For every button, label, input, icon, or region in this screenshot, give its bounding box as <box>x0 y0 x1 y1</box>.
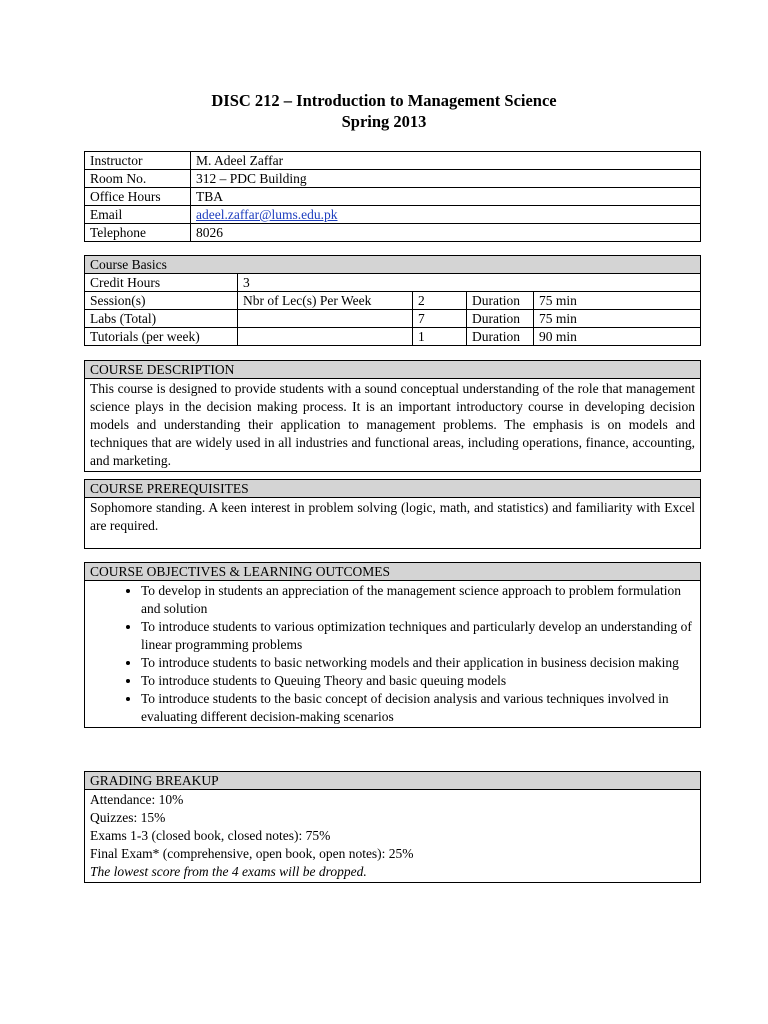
basics-sub: Nbr of Lec(s) Per Week <box>238 292 413 310</box>
list-item: • To introduce students to Queuing Theory and basic queuing models <box>141 672 695 690</box>
duration-value: 90 min <box>534 328 701 346</box>
section-header: Course Basics <box>85 256 701 274</box>
list-item: • To develop in students an appreciation of the management science approach to problem formulation and solution <box>141 582 695 618</box>
basics-row <box>85 310 701 328</box>
duration-value: 75 min <box>534 292 701 310</box>
grading-line: Exams 1-3 (closed book, closed notes): 75% <box>90 828 331 843</box>
section-header: GRADING BREAKUP <box>85 772 701 790</box>
basics-count: 2 <box>413 292 467 310</box>
info-row <box>85 188 701 206</box>
list-item: • To introduce students to the basic concept of decision analysis and various techniques involved in evaluating different decision-making scenarios <box>141 690 695 726</box>
grading-line: Attendance: 10% <box>90 792 184 807</box>
document-title <box>0 90 768 132</box>
info-value: M. Adeel Zaffar <box>191 152 701 170</box>
basics-label: Labs (Total) <box>85 310 238 328</box>
duration-label: Duration <box>467 328 534 346</box>
info-label: Room No. <box>85 170 191 188</box>
basics-label: Session(s) <box>85 292 238 310</box>
info-label: Instructor <box>85 152 191 170</box>
basics-count: 7 <box>413 310 467 328</box>
credit-row <box>85 274 701 292</box>
basics-row <box>85 328 701 346</box>
info-value: TBA <box>191 188 701 206</box>
duration-value: 75 min <box>534 310 701 328</box>
duration-label: Duration <box>467 310 534 328</box>
list-item: • To introduce students to various optimization techniques and particularly develop an understanding of linear programming problems <box>141 618 695 654</box>
info-value: 312 – PDC Building <box>191 170 701 188</box>
info-row <box>85 170 701 188</box>
objectives-list <box>90 582 695 726</box>
course-objectives-table <box>84 562 701 728</box>
basics-label: Credit Hours <box>85 274 238 292</box>
info-row <box>85 152 701 170</box>
course-prerequisites-table <box>84 479 701 549</box>
info-label: Telephone <box>85 224 191 242</box>
email-link[interactable]: adeel.zaffar@lums.edu.pk <box>196 207 338 222</box>
description-text: This course is designed to provide students with a sound conceptual understanding of the role that management science plays in the decision making process. It is an important introductory course in developing decision models and understanding their application to management problems. The emphasis is on models and techniques that are widely used in all industries and functional areas, including operations, finance, accounting, and marketing. <box>85 379 701 472</box>
duration-label: Duration <box>467 292 534 310</box>
info-label: Office Hours <box>85 188 191 206</box>
grading-line: Quizzes: 15% <box>90 810 166 825</box>
course-title: DISC 212 – Introduction to Management Science <box>211 91 557 110</box>
prerequisites-text: Sophomore standing. A keen interest in problem solving (logic, math, and statistics) and familiarity with Excel are required. <box>85 498 701 549</box>
grading-line: Final Exam* (comprehensive, open book, open notes): 25% <box>90 846 414 861</box>
info-value <box>191 206 701 224</box>
section-header: COURSE OBJECTIVES & LEARNING OUTCOMES <box>85 563 701 581</box>
course-description-table <box>84 360 701 472</box>
info-value: 8026 <box>191 224 701 242</box>
info-row <box>85 206 701 224</box>
term-title: Spring 2013 <box>341 112 427 131</box>
grading-note: The lowest score from the 4 exams will be dropped. <box>90 864 367 879</box>
grading-breakup-table <box>84 771 701 883</box>
course-basics-table <box>84 255 701 346</box>
info-label: Email <box>85 206 191 224</box>
basics-sub <box>238 310 413 328</box>
info-row <box>85 224 701 242</box>
basics-count: 1 <box>413 328 467 346</box>
list-item: • To introduce students to basic networking models and their application in business decision making <box>141 654 695 672</box>
instructor-info-table <box>84 151 701 242</box>
basics-label: Tutorials (per week) <box>85 328 238 346</box>
section-header: COURSE DESCRIPTION <box>85 361 701 379</box>
basics-row <box>85 292 701 310</box>
basics-value: 3 <box>238 274 701 292</box>
section-header: COURSE PREREQUISITES <box>85 480 701 498</box>
basics-sub <box>238 328 413 346</box>
